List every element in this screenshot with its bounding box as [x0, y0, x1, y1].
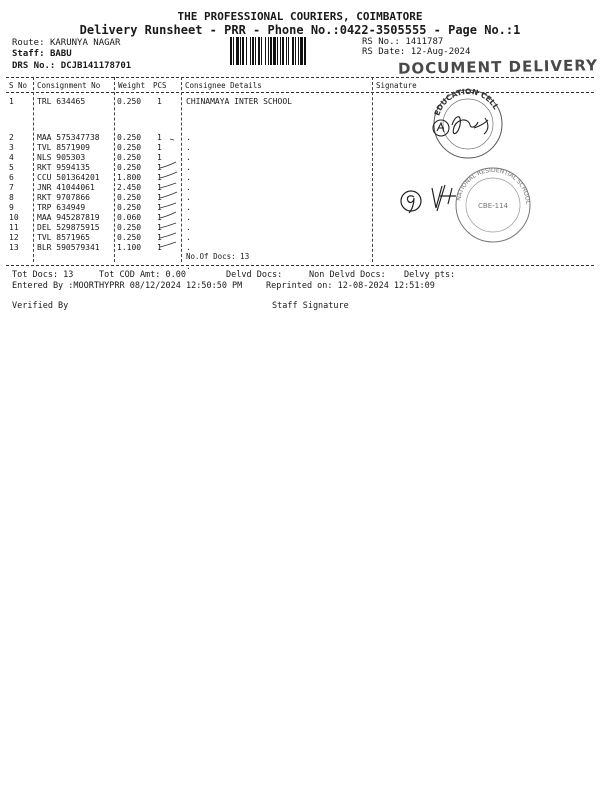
- row-consignee: .: [186, 243, 191, 252]
- row-pcs: 1: [157, 243, 162, 252]
- delvd-docs: Delvd Docs:: [226, 270, 283, 280]
- row-sno: 8: [9, 193, 14, 202]
- row-sno: 4: [9, 153, 14, 162]
- stamp-code: CBE-114: [478, 202, 508, 210]
- rs-no-label: RS No.:: [362, 37, 400, 47]
- tick-marks: [160, 139, 177, 247]
- row-consignment: DEL 529875915: [37, 223, 100, 232]
- row-consignee: .: [186, 193, 191, 202]
- row-consignee: .: [186, 153, 191, 162]
- row-pcs: 1: [157, 213, 162, 222]
- col-signature: Signature: [376, 81, 417, 90]
- row-sno: 11: [9, 223, 19, 232]
- row-consignment: RKT 9707866: [37, 193, 90, 202]
- row-consignee: .: [186, 203, 191, 212]
- row-sno: 10: [9, 213, 19, 222]
- col-consignee: Consignee Details: [185, 81, 262, 90]
- row-sno: 6: [9, 173, 14, 182]
- row-weight: 1.800: [117, 173, 142, 182]
- stamp-text-bottom: NATIONAL RESIDENTIAL SCHOOL: [455, 166, 532, 205]
- education-cell-stamp: [432, 87, 502, 158]
- row-consignee: .: [186, 173, 191, 182]
- non-delvd-docs: Non Delvd Docs:: [309, 270, 386, 280]
- row-consignee: .: [186, 183, 191, 192]
- reprinted-on: Reprinted on: 12-08-2024 12:51:09: [266, 281, 435, 291]
- col-sno: S No: [9, 81, 28, 90]
- row-weight: 2.450: [117, 183, 142, 192]
- row-consignee: .: [186, 233, 191, 242]
- drs-value: DCJB141178701: [60, 61, 132, 71]
- row-weight: 0.250: [117, 143, 142, 152]
- row-consignment: RKT 9594135: [37, 163, 90, 172]
- row-consignment: MAA 575347738: [37, 133, 100, 142]
- row-consignment: NLS 905303: [37, 153, 86, 162]
- col-weight: Weight: [118, 81, 146, 90]
- staff-label: Staff:: [12, 49, 45, 59]
- staff-value: BABU: [49, 49, 72, 59]
- route-value: KARUNYA NAGAR: [49, 38, 121, 48]
- row-consignment: MAA 945287819: [37, 213, 100, 222]
- row-consignment: TVL 8571909: [37, 143, 90, 152]
- row-weight: 0.250: [117, 193, 142, 202]
- staff-signature: Staff Signature: [272, 301, 349, 311]
- col-consignment: Consignment No: [37, 81, 101, 90]
- row-consignment: BLR 590579341: [37, 243, 100, 252]
- row-weight: 0.250: [117, 233, 142, 242]
- company-title: THE PROFESSIONAL COURIERS, COIMBATORE: [177, 10, 423, 23]
- row-pcs: 1: [157, 133, 162, 142]
- row-consignment: TVL 8571965: [37, 233, 90, 242]
- rs-date-value: 12-Aug-2024: [410, 47, 471, 57]
- row-pcs: 1: [157, 173, 162, 182]
- row-pcs: 1: [157, 183, 162, 192]
- row-weight: 1.100: [117, 243, 142, 252]
- row-weight: 0.250: [117, 223, 142, 232]
- row-weight: 0.250: [117, 97, 142, 106]
- row-consignee: CHINAMAYA INTER SCHOOL: [186, 97, 292, 106]
- row-weight: 0.250: [117, 163, 142, 172]
- entered-by: Entered By :MOORTHYPRR 08/12/2024 12:50:50 PM: [12, 281, 243, 291]
- row-consignee: .: [186, 213, 191, 222]
- row-pcs: 1: [157, 143, 162, 152]
- document-delivery-stamp: DOCUMENT DELIVERY: [397, 56, 599, 78]
- row-sno: 13: [9, 243, 19, 252]
- row-sno: 1: [9, 97, 14, 106]
- row-consignee: .: [186, 143, 191, 152]
- row-pcs: 1: [157, 97, 162, 106]
- row-weight: 0.250: [117, 153, 142, 162]
- tot-cod: Tot COD Amt: 0.00: [99, 270, 186, 280]
- row-sno: 12: [9, 233, 19, 242]
- national-residential-school-stamp: [455, 167, 531, 242]
- signature-1: [433, 117, 488, 136]
- row-sno: 2: [9, 133, 14, 142]
- row-sno: 7: [9, 183, 14, 192]
- row-pcs: 1: [157, 203, 162, 212]
- row-consignment: JNR 41044061: [37, 183, 95, 192]
- rs-no-value: 1411787: [405, 37, 444, 47]
- row-pcs: 1: [157, 233, 162, 242]
- drs-label: DRS No.:: [12, 61, 56, 71]
- row-consignee: .: [186, 223, 191, 232]
- row-weight: 0.060: [117, 213, 142, 222]
- tot-docs: Tot Docs: 13: [12, 270, 74, 280]
- row-weight: 0.250: [117, 203, 142, 212]
- row-sno: 3: [9, 143, 14, 152]
- row-consignment: TRP 634949: [37, 203, 86, 212]
- row-pcs: 1: [157, 153, 162, 162]
- row-consignment: TRL 634465: [37, 97, 86, 106]
- row-pcs: 1: [157, 193, 162, 202]
- verified-by: Verified By: [12, 301, 69, 311]
- row-consignment: CCU 501364201: [37, 173, 100, 182]
- row-pcs: 1: [157, 223, 162, 232]
- route-label: Route:: [12, 38, 45, 48]
- signature-2: [401, 185, 456, 213]
- row-consignee: .: [186, 133, 191, 142]
- row-consignee: .: [186, 163, 191, 172]
- rs-date-label: RS Date:: [362, 47, 406, 57]
- delvy-pts: Delvy pts:: [404, 270, 456, 280]
- trailing-dot: .: [186, 262, 191, 271]
- runsheet-title: Delivery Runsheet - PRR - Phone No.:0422-3505555 - Page No.:1: [79, 23, 521, 37]
- row-sno: 5: [9, 163, 14, 172]
- row-pcs: 1: [157, 163, 162, 172]
- row-weight: 0.250: [117, 133, 142, 142]
- no-of-docs: No.Of Docs: 13: [186, 252, 250, 261]
- stamp-text-top: EDUCATION CELL: [432, 86, 501, 117]
- row-sno: 9: [9, 203, 14, 212]
- col-pcs: PCS: [153, 81, 167, 90]
